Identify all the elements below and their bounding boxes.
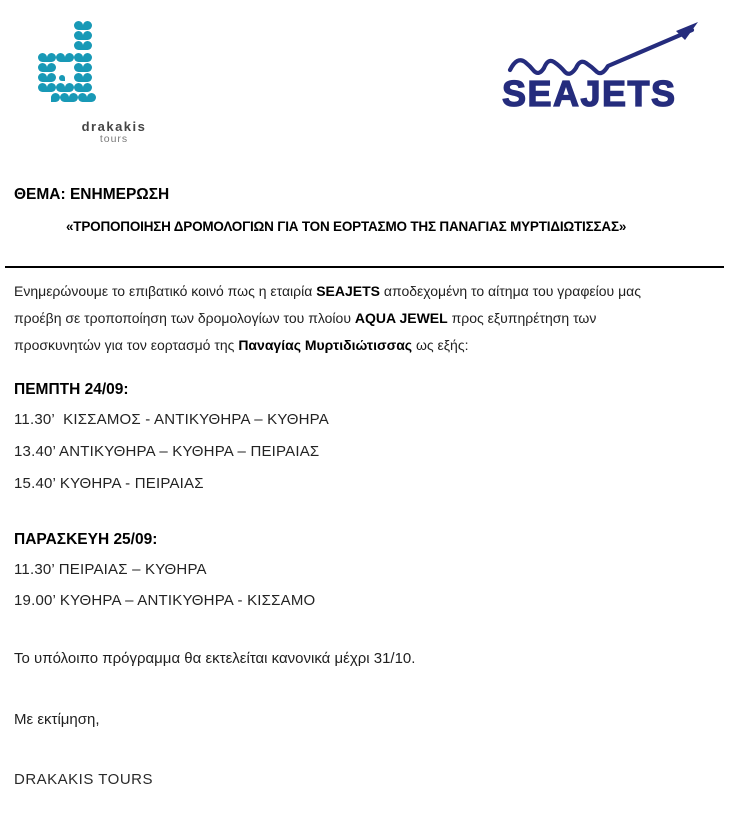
- schedule-trip: 11.30’ ΚΙΣΣΑΜΟΣ - ΑΝΤΙΚΥΘΗΡΑ – ΚΥΘΗΡΑ: [14, 411, 329, 428]
- intro-line: [14, 278, 726, 305]
- intro-text: προσκυνητών για τον εορτασμό της: [14, 337, 239, 353]
- horizontal-divider: [5, 266, 724, 268]
- schedule-trip: 11.30’ ΠΕΙΡΑΙΑΣ – ΚΥΘΗΡΑ: [14, 561, 207, 578]
- signature: DRAKAKIS TOURS: [14, 771, 153, 788]
- schedule-trip: 13.40’ ΑΝΤΙΚΥΘΗΡΑ – ΚΥΘΗΡΑ – ΠΕΙΡΑΙΑΣ: [14, 443, 320, 460]
- schedule-day-heading: ΠΑΡΑΣΚΕΥΗ 25/09:: [14, 531, 158, 548]
- intro-line: [14, 305, 726, 332]
- intro-line: [14, 332, 726, 359]
- subject-line: ΘΕΜΑ: ΕΝΗΜΕΡΩΣΗ: [14, 186, 170, 203]
- schedule-day-heading: ΠΕΜΠΤΗ 24/09:: [14, 381, 129, 398]
- intro-bold-text: SEAJETS: [316, 283, 381, 299]
- intro-text: αποδεχομένη το αίτημα του γραφείου μας: [380, 283, 642, 299]
- drakakis-tagline: tours: [99, 133, 129, 145]
- seajets-wordmark: SEAJETS: [502, 73, 677, 114]
- intro-text: προέβη σε τροποποίηση των δρομολογίων του πλοίου: [14, 310, 355, 326]
- schedule-trip: 15.40’ ΚΥΘΗΡΑ - ΠΕΙΡΑΙΑΣ: [14, 475, 204, 492]
- program-note: Το υπόλοιπο πρόγραμμα θα εκτελείται κανονικά μέχρι 31/10.: [14, 650, 416, 667]
- intro-bold-text: AQUA JEWEL: [354, 310, 448, 326]
- intro-text: ως εξής:: [412, 337, 469, 353]
- drakakis-logo: [38, 17, 147, 145]
- seajets-logo: [490, 13, 720, 113]
- intro-bold-text: Παναγίας Μυρτιδιώτισσας: [238, 337, 413, 353]
- intro-text: Ενημερώνουμε το επιβατικό κοινό πως η εταιρία: [14, 283, 317, 299]
- schedule-trip: 19.00’ ΚΥΘΗΡΑ – ΑΝΤΙΚΥΘΗΡΑ - ΚΙΣΣΑΜΟ: [14, 592, 316, 609]
- title-line: «ΤΡΟΠΟΠΟΙΗΣΗ ΔΡΟΜΟΛΟΓΙΩΝ ΓΙΑ ΤΟΝ ΕΟΡΤΑΣΜΟ ΤΗΣ ΠΑΝΑΓΙΑΣ ΜΥΡΤΙΔΙΩΤΙΣΣΑΣ»: [66, 219, 627, 234]
- intro-text: προς εξυπηρέτηση των: [447, 310, 597, 326]
- intro-paragraph: [14, 278, 726, 359]
- seajets-wave-arrow-icon: [490, 13, 720, 77]
- closing-salutation: Με εκτίμηση,: [14, 711, 100, 728]
- drakakis-wordmark: drakakis: [81, 119, 147, 134]
